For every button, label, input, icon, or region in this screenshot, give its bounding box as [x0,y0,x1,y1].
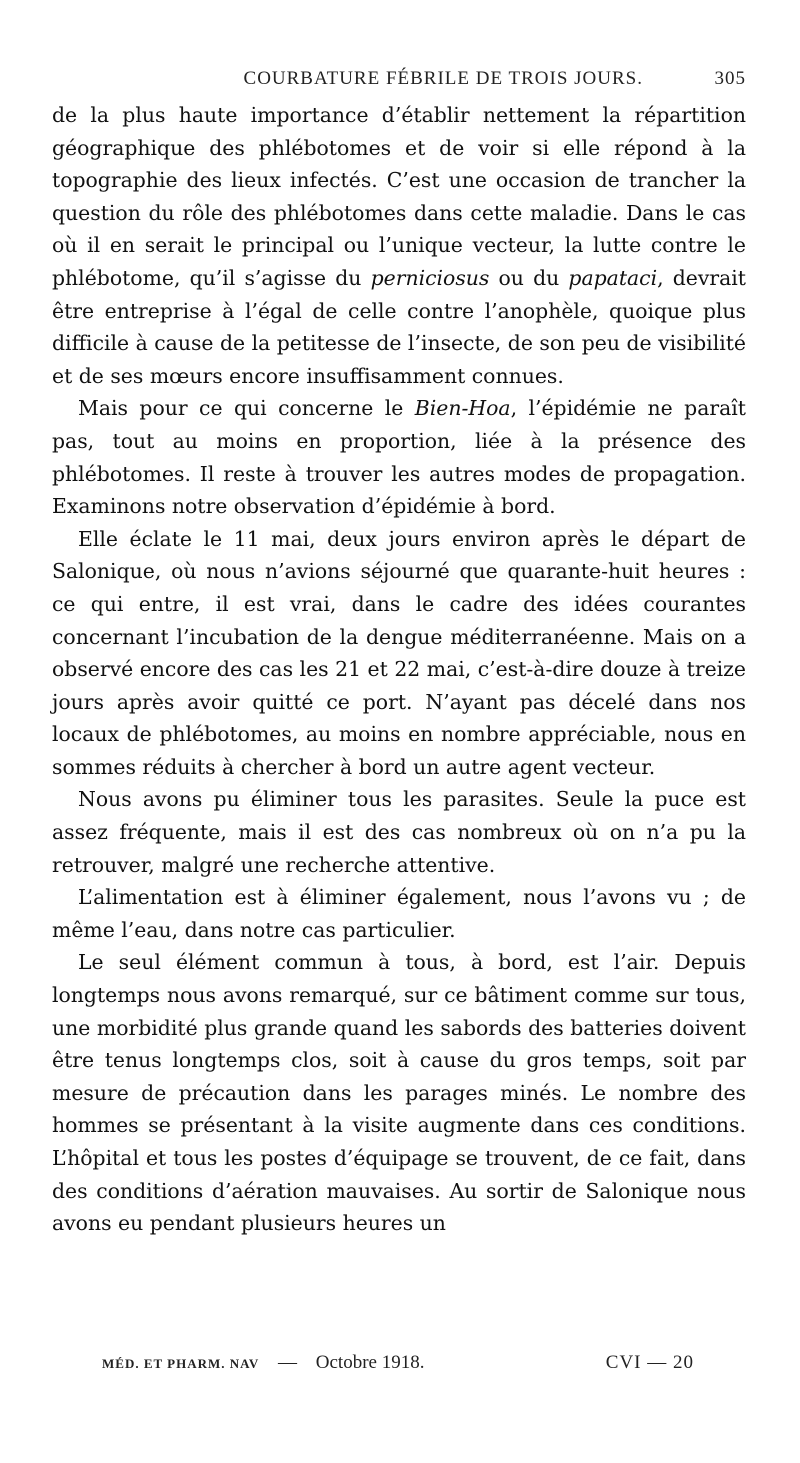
paragraph [52,946,746,1239]
text-run: , l’épidémie ne paraît pas, tout au moins en proportion, liée à la présence des phlébotomes. Il reste à trouver les autres modes de propagation. Examinons notre observation d’épidémie à bord. [52,396,746,519]
text-run: Elle éclate le 11 mai, deux jours environ après le départ de Salonique, où nous n’avions séjourné que quarante-huit heures : ce qui entre, il est vrai, dans le cadre des idées courantes concernant l’incubation de la dengue méditerranéenne. Mais on a observé encore des cas les 21 et 22 mai, c’est-à-dire douze à treize jours après avoir quitté ce port. N’ayant pas décelé dans nos locaux de phlébotomes, au moins en nombre appréciable, nous en sommes réduits à chercher à bord un autre agent vecteur. [52,526,746,779]
body-text [52,99,746,1240]
paragraph [52,523,746,784]
italic-term: Bien-Hoa [414,396,511,421]
text-run: de la plus haute importance d’établir nettement la répartition géographique des phlébotomes et de voir si elle répond à la topographie des lieux infectés. C’est une occasion de trancher la question du rôle des phlébotomes dans cette maladie. Dans le cas où il en serait le principal ou l’unique vecteur, la lutte contre le phlébotome, qu’il s’agisse du [52,103,746,290]
signature-mark: CVI — 20 [605,1352,694,1373]
page-number: 305 [714,68,746,89]
text-run: , devrait être entreprise à l’égal de celle contre l’anophèle, quoique plus difficile à cause de la petitesse de l’insecte, de son peu de visibilité et de ses mœurs encore insuffisamment connues. [52,265,747,388]
italic-term: papataci [568,265,658,290]
running-title: COURBATURE FÉBRILE DE TROIS JOURS. [243,68,643,89]
paragraph [52,881,746,946]
printer-signature: MÉD. ET PHARM. NAV [102,1356,260,1371]
text-run: L’alimentation est à éliminer également, nous l’avons vu ; de même l’eau, dans notre cas particulier. [52,885,746,942]
page [52,68,746,1240]
text-run: ou du [489,265,569,290]
text-run: Mais pour ce qui concerne le [78,396,415,421]
text-run: Le seul élément commun à tous, à bord, est l’air. Depuis longtemps nous avons remarqué, sur ce bâtiment comme sur tous, une morbidité plus grande quand les sabords des batteries doivent être tenus longtemps clos, soit à cause du gros temps, soit par mesure de précaution dans les parages minés. Le nombre des hommes se présentant à la visite augmente dans ces conditions. L’hôpital et tous les postes d’équipage se trouvent, de ce fait, dans des conditions d’aération mauvaises. Au sortir de Salonique nous avons eu pendant plusieurs heures un [52,950,746,1236]
running-head [52,68,746,90]
issue-date: Octobre 1918. [315,1352,425,1373]
footer [102,1352,694,1374]
text-run: Nous avons pu éliminer tous les parasites. Seule la puce est assez fréquente, mais il est des cas nombreux où on n’a pu la retrouver, malgré une recherche attentive. [52,787,746,877]
paragraph [52,99,746,392]
italic-term: perniciosus [370,265,490,290]
paragraph [52,783,746,881]
footer-dash: — [278,1352,298,1373]
paragraph [52,392,746,522]
